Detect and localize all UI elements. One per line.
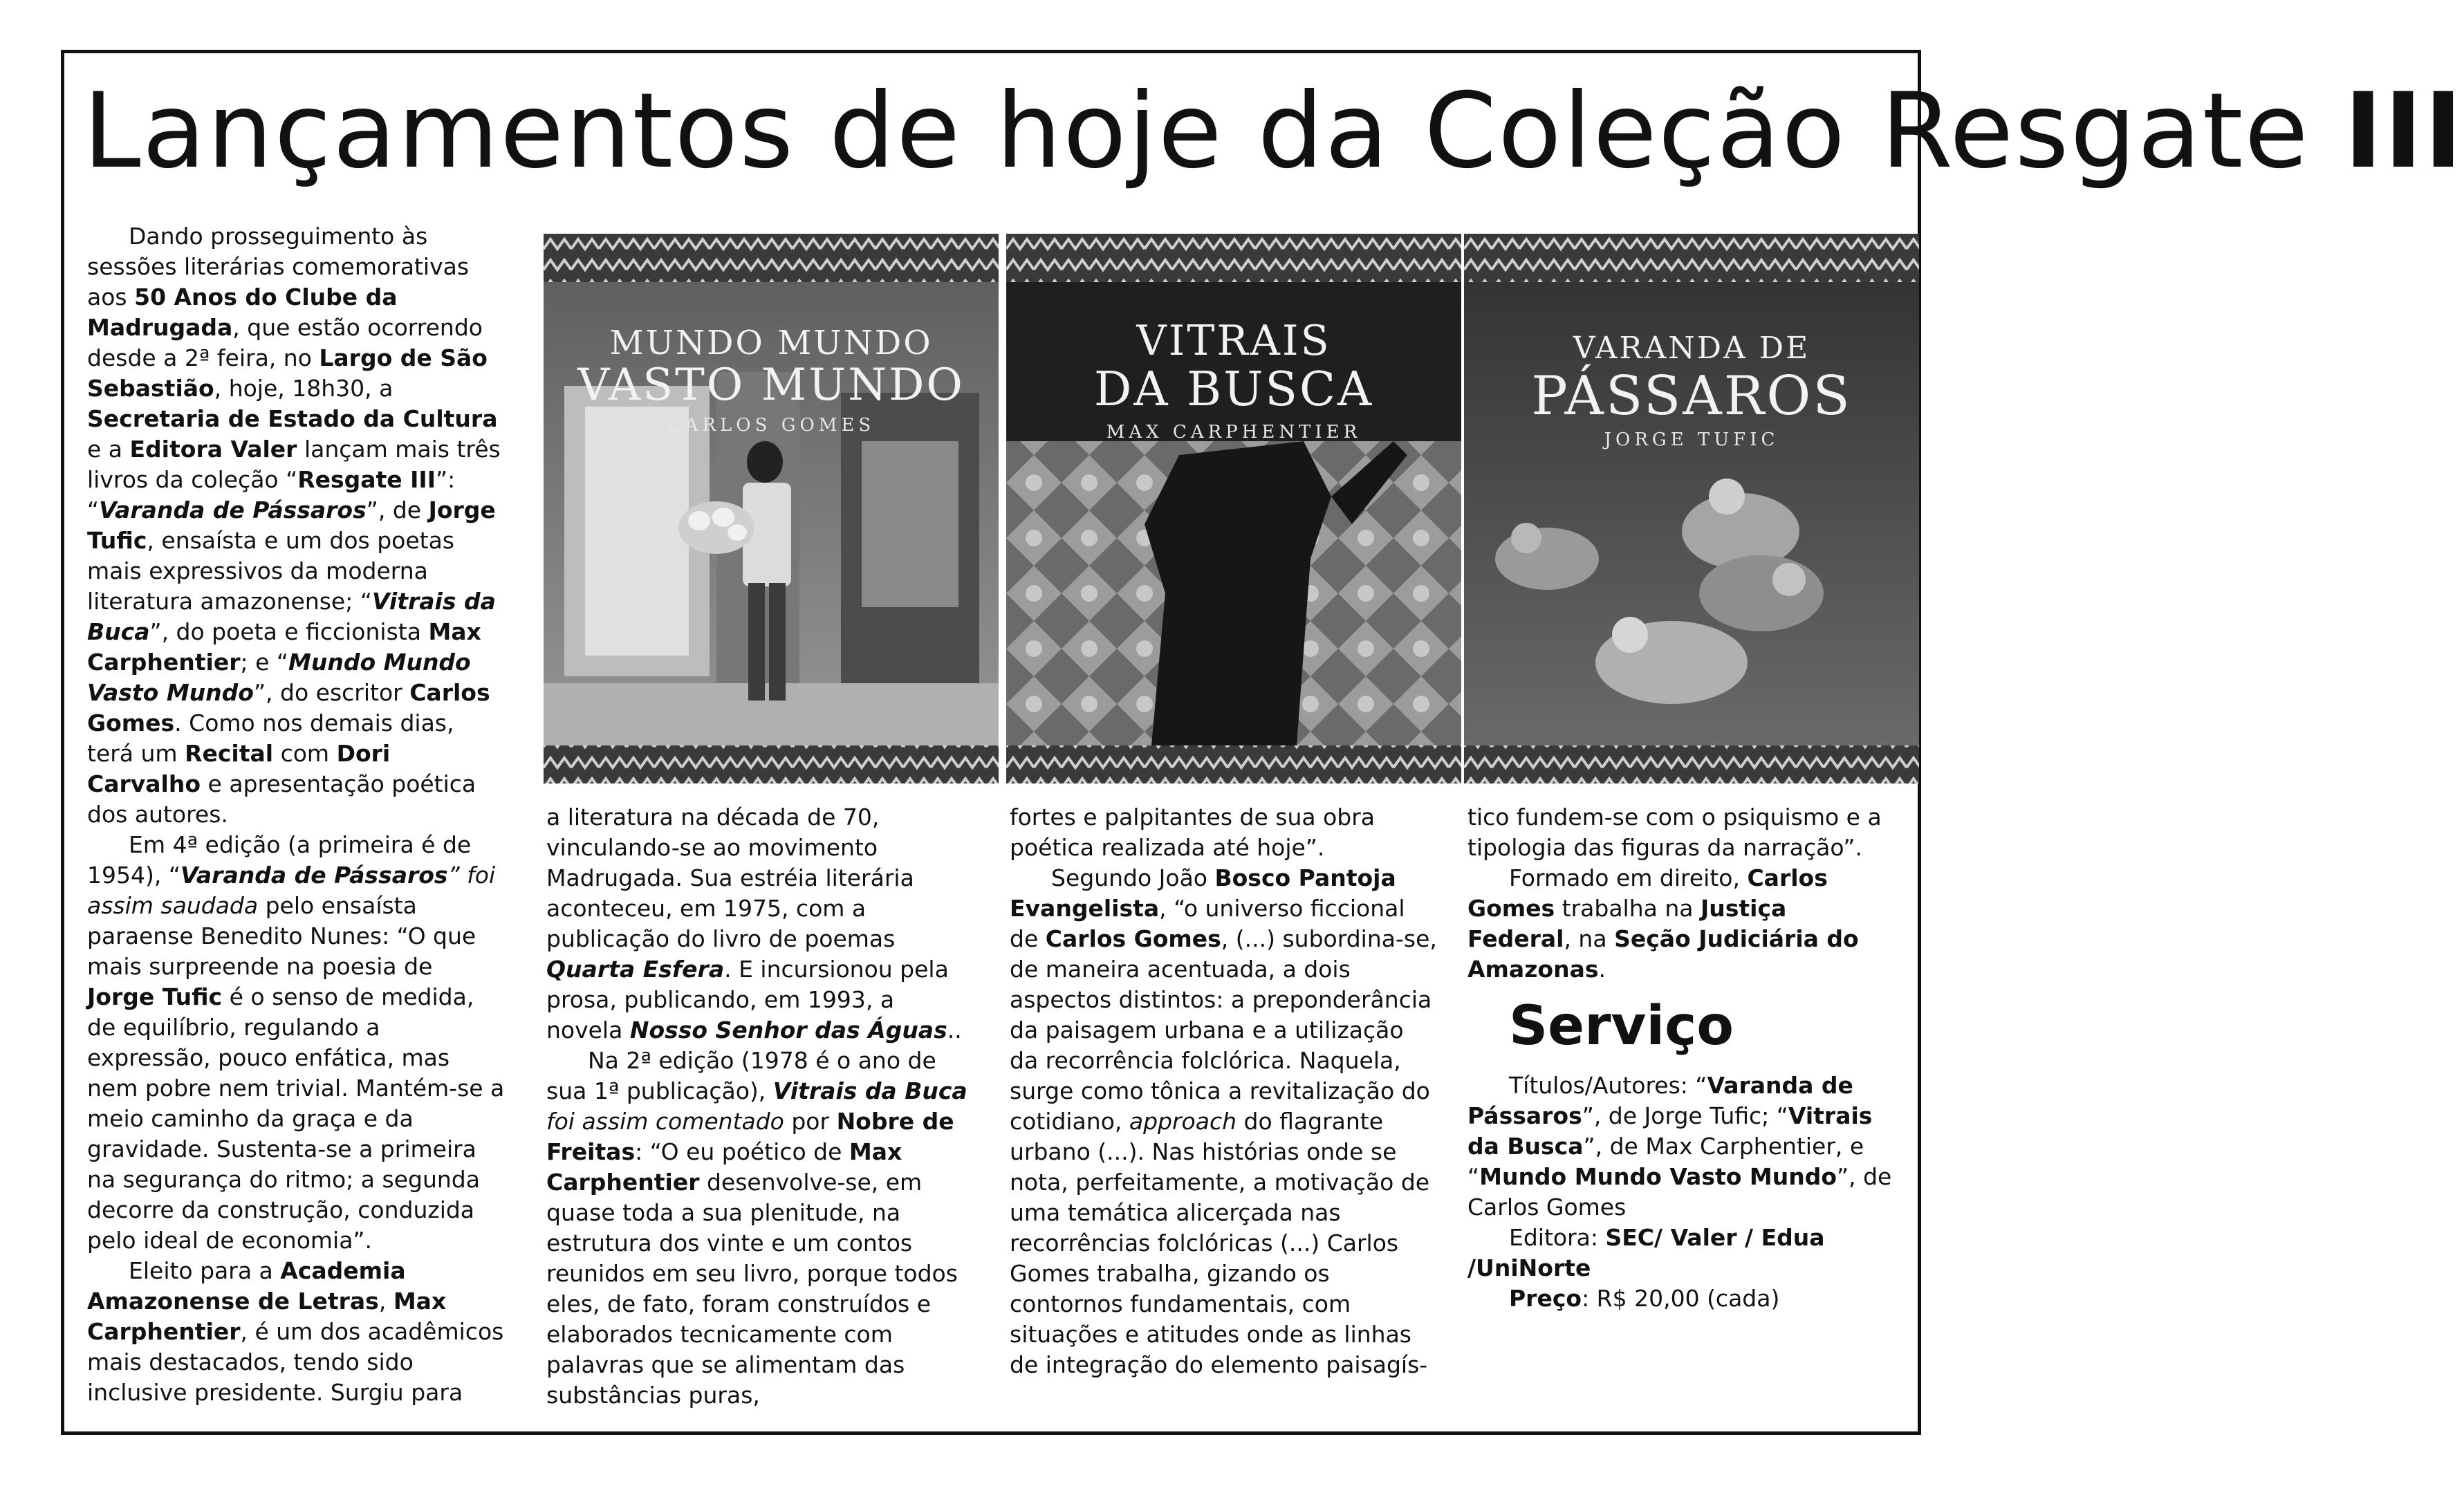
text: . Como nos demais dias, terá um [87,710,454,767]
bold-text: Max Carphentier [546,1138,902,1196]
col1-paragraph-3 [87,1256,506,1408]
text: trabalha na [1555,895,1701,922]
cover-title-line-2: PÁSSAROS [1531,365,1852,427]
bold-text: Varanda de Pássaros [1467,1072,1853,1129]
text: Eleito para a [129,1257,281,1284]
text: Títulos/Autores: “ [1509,1072,1707,1099]
text: por [784,1108,837,1135]
col1-paragraph-1 [87,221,506,830]
text: Na 2ª edição (1978 é o ano de sua 1ª publicação), [546,1047,936,1104]
headline-main: Lançamentos de hoje da Coleção Resgate [83,71,2310,192]
bold-text: SEC/ Valer / Edua /UniNorte [1467,1224,1825,1281]
text: Editora: [1509,1224,1606,1251]
col3-paragraph-2 [1010,863,1438,1380]
text: Segundo João [1051,864,1215,891]
col1-paragraph-2 [87,830,506,1256]
text: e apresentação poética dos autores. [87,770,476,828]
column-4 [1467,802,1896,1314]
bold-text: Resgate III [297,466,436,493]
text: , ensaísta e um dos poetas mais expressivos da moderna literatura amazonense; “ [87,527,454,615]
col4-paragraph-2 [1467,863,1896,985]
text: .. [947,1017,962,1044]
text: : R$ 20,00 (cada) [1582,1285,1780,1312]
bold-text: Editora Valer [129,436,297,463]
column-1 [87,221,506,1408]
bold-text: Seção Judiciária do Amazonas [1467,925,1859,983]
text: , na [1564,925,1615,952]
italic-text: approach [1129,1108,1237,1135]
text: ”, de Carlos Gomes [1467,1163,1892,1221]
bold-text: Nobre de Freitas [546,1108,954,1165]
text: , hoje, 18h30, a [214,375,393,402]
servico-editora [1467,1223,1896,1283]
cover-title-line-2: DA BUSCA [1093,362,1374,417]
text: e a [87,436,130,463]
bold-text: Carlos Gomes [1045,925,1221,952]
bold-text: Mundo Mundo Vasto Mundo [1479,1163,1837,1190]
book-cover-vitrais-da-busca [1006,234,1461,783]
bold-text: Largo de São Sebastião [87,344,488,402]
cover-author: JORGE TUFIC [1604,429,1779,450]
italic-text: ” foi assim saudada [87,862,496,919]
bold-italic-text: Varanda de Pássaros [99,497,367,523]
text: ”: “ [87,466,456,523]
servico-heading: Serviço [1509,995,1734,1057]
text: , (...) subordina-se, de maneira acentuada, a dois aspectos distintos: a preponderância da paisagem urbana e a utilização da recorrência folclórica. Naquela, surge como tônica a revitalização do cotidiano, [1010,925,1437,1135]
col3-paragraph-1 [1010,802,1438,863]
bold-italic-text: Vitrais da Buca [772,1077,967,1104]
text: ; e “ [240,649,288,676]
text: a literatura na década de 70, vinculando-se ao movimento Madrugada. Sua estréia literária aconteceu, em 1975, com a publicação do livro de poemas [546,804,914,952]
col2-paragraph-2 [546,1046,975,1411]
bold-text: Justiça Federal [1467,895,1787,952]
bold-text: Max Carphentier [87,1288,447,1345]
text: , [378,1288,393,1315]
bold-text: Max Carphentier [87,618,481,676]
cover-author: CARLOS GOMES [667,415,876,436]
text: pelo ensaísta paraense Benedito Nunes: “O que mais surpreende na poesia de [87,892,476,980]
bold-text: Carlos Gomes [1467,864,1828,922]
text: ”, do poeta e ficcionista [149,618,429,645]
book-cover-mundo-mundo-vasto-mundo [544,234,999,783]
text: ”, de Jorge Tufic; “ [1582,1102,1788,1129]
col2-paragraph-1 [546,802,975,1046]
text: , que estão ocorrendo desde a 2ª feira, no [87,314,483,371]
cover-title-line-1: VITRAIS [1136,317,1331,365]
street-scene-photo [544,234,999,783]
text: fortes e palpitantes de sua obra poética realizada até hoje”. [1010,804,1375,861]
headline [83,69,2464,194]
bold-italic-text: Nosso Senhor das Águas [629,1017,947,1044]
bold-text: Jorge Tufic [87,497,496,554]
text: . E incursionou pela prosa, publicando, em 1993, a novela [546,956,949,1044]
bold-text: Jorge Tufic [87,983,223,1010]
text: com [273,740,337,767]
text: Formado em direito, [1509,864,1748,891]
bold-text: Recital [185,740,274,767]
book-cover-varanda-de-passaros [1464,234,1919,783]
text: Em 4ª edição (a primeira é de 1954), “ [87,831,472,889]
servico-titulos [1467,1070,1896,1223]
bold-text: Preço [1509,1285,1582,1312]
bold-text: Academia Amazonense de Letras [87,1257,406,1315]
column-2 [546,802,975,1411]
bold-italic-text: Quarta Esfera [546,956,725,983]
cover-author: MAX CARPHENTIER [1106,422,1362,443]
text: : “O eu poético de [635,1138,849,1165]
text: ”, do escritor [253,679,410,706]
text: é o senso de medida, de equilíbrio, regulando a expressão, pouco enfática, mas nem pobre nem trivial. Mantém-se a meio caminho da graça e da gravidade. Sustenta-se a primeira na segurança do ritmo; a segunda decorre da construção, conduzida pelo ideal de economia”. [87,983,505,1254]
text: , é um dos acadêmicos mais destacados, tendo sido inclusive presidente. Surgiu para [87,1318,504,1406]
text: . [1598,956,1606,983]
text: ”, de Max Carphentier, e “ [1467,1133,1864,1190]
bold-italic-text: Vitrais da Buca [87,588,496,645]
text: desenvolve-se, em quase toda a sua plenitude, na estrutura dos vinte e um contos reunidos em seu livro, porque todos eles, de fato, foram construídos e elaborados tecnicamente com palavras que se alimentam das substâncias puras, [546,1169,958,1409]
column-3 [1010,802,1438,1380]
bold-text: Bosco Pantoja Evangelista [1010,864,1396,922]
italic-text: foi assim comentado [546,1108,784,1135]
bold-text: 50 Anos do Clube da Madrugada [87,284,398,341]
headline-numeral: III [2344,71,2464,192]
cover-title-line-1: VARANDA DE [1573,331,1810,366]
col4-paragraph-1 [1467,802,1896,863]
bold-text: Vitrais da Busca [1467,1102,1873,1160]
text: , “o universo ficcional de [1010,895,1405,952]
text: Dando prosseguimento às sessões literárias comemorativas aos [87,223,470,310]
bold-italic-text: Varanda de Pássaros [180,862,448,889]
bold-text: Dori Carvalho [87,740,391,797]
text: do flagrante urbano (...). Nas histórias onde se nota, perfeitamente, a motivação de uma temática alicerçada nas recorrências folclóricas (...) Carlos Gomes trabalha, gizando os contornos fundamentais, com situações e atitudes onde as linhas de integração do elemento paisagís- [1010,1108,1430,1378]
cover-title-line-1: MUNDO MUNDO [609,324,933,362]
servico-preco [1467,1283,1896,1314]
text: lançam mais três livros da coleção “ [87,436,501,493]
bold-italic-text: Mundo Mundo Vasto Mundo [87,649,471,706]
cover-title-line-2: VASTO MUNDO [577,360,965,411]
text: tico fundem-se com o psiquismo e a tipologia das figuras da narração”. [1467,804,1882,861]
text: ”, de [366,497,429,523]
bold-text: Carlos Gomes [87,679,490,736]
pigeons-photo [1464,234,1919,783]
bold-text: Secretaria de Estado da Cultura [87,405,498,432]
